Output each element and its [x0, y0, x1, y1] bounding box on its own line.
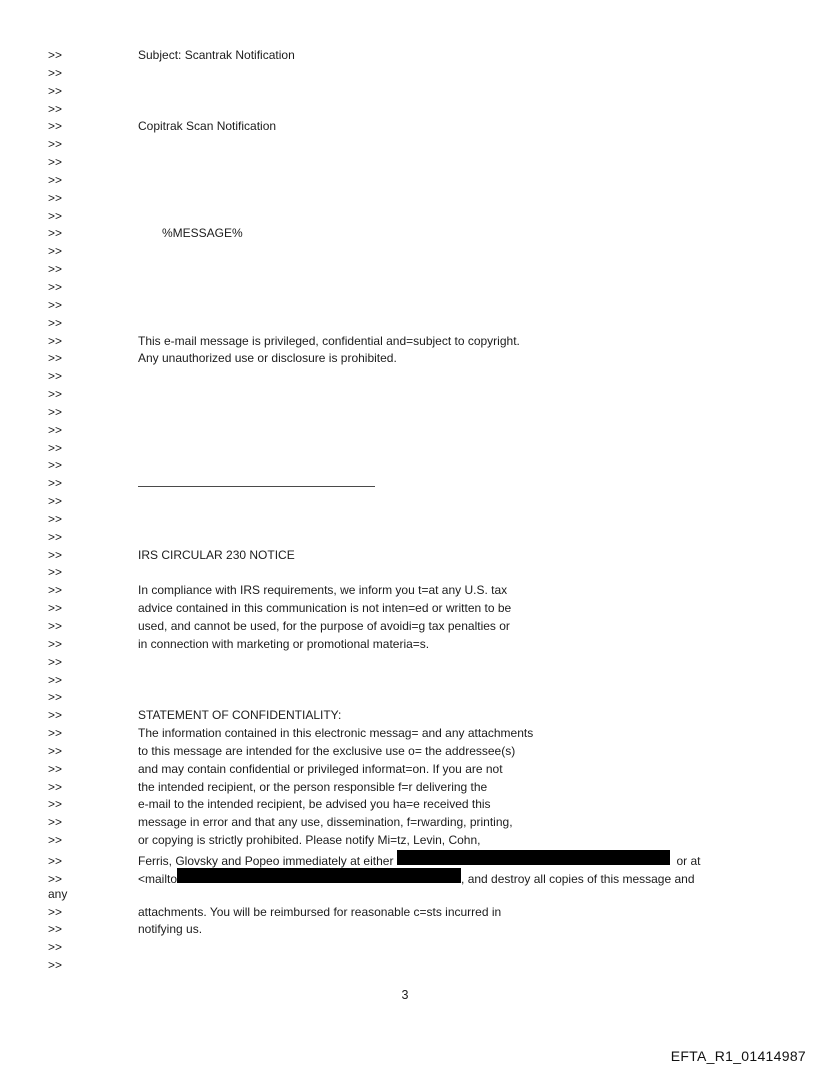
quote-marker: >> [48, 351, 63, 366]
quoted-line [0, 154, 816, 172]
quote-marker: >> [48, 619, 63, 633]
quoted-line [0, 689, 816, 707]
quote-marker: >> [48, 797, 63, 812]
quote-marker: >> [48, 743, 63, 758]
quote-marker: >> [48, 547, 63, 562]
quote-marker: >> [48, 779, 63, 794]
quoted-line [0, 136, 816, 154]
quoted-line [0, 261, 816, 279]
signature-divider-line [138, 486, 375, 487]
quoted-line [0, 564, 816, 582]
quoted-lines [0, 47, 816, 975]
quoted-line [0, 493, 816, 511]
quote-marker: >> [48, 583, 63, 598]
quote-marker: >> [48, 833, 63, 848]
quoted-line [0, 796, 816, 814]
quote-marker: >> [48, 83, 63, 98]
quote-marker: >> [48, 369, 63, 384]
quote-marker: >> [48, 494, 63, 509]
line-text: The information contained in this electronic messag= and any attachments [138, 726, 534, 741]
quote-marker: >> [48, 65, 63, 80]
quote-marker: >> [48, 853, 63, 868]
quote-marker: >> [48, 601, 63, 616]
line-text: IRS CIRCULAR 230 NOTICE [138, 547, 295, 562]
quoted-line [0, 65, 816, 83]
quote-marker: >> [48, 726, 63, 741]
line-text: or copying is strictly prohibited. Please notify Mi=tz, Levin, Cohn, [138, 833, 481, 848]
quote-marker: >> [48, 511, 63, 526]
line-text: Copitrak Scan Notification [138, 119, 277, 134]
quoted-line [0, 368, 816, 386]
line-text: message in error and that any use, dissemination, f=rwarding, printing, [138, 815, 513, 830]
quoted-line [0, 118, 816, 136]
line-text: , and destroy all copies of this message and [461, 871, 695, 886]
quoted-line [0, 547, 816, 565]
quote-marker: >> [48, 958, 63, 973]
quote-marker: >> [48, 708, 63, 723]
quote-marker: >> [48, 904, 63, 919]
quote-marker: >> [48, 279, 63, 294]
quoted-line [0, 850, 816, 868]
quote-marker: >> [48, 208, 63, 223]
quote-marker: >> [48, 297, 63, 312]
quoted-line [0, 529, 816, 547]
quoted-line [0, 921, 816, 939]
quote-marker: >> [48, 940, 63, 955]
line-text: Subject: Scantrak Notification [138, 48, 295, 62]
quoted-line [0, 83, 816, 101]
quoted-line [0, 475, 816, 493]
quoted-line [0, 297, 816, 315]
quoted-line [0, 957, 816, 975]
quote-marker: >> [48, 155, 63, 170]
quote-marker: >> [48, 422, 63, 437]
quote-marker: >> [48, 690, 63, 705]
quote-marker: >> [48, 387, 63, 402]
line-text: or at [669, 853, 701, 868]
quote-marker: >> [48, 476, 63, 491]
quoted-line [0, 868, 816, 886]
quote-marker: >> [48, 529, 63, 544]
quote-marker: >> [48, 404, 63, 419]
line-text: e-mail to the intended recipient, be advised you ha=e received this [138, 797, 491, 812]
quoted-line [0, 190, 816, 208]
quoted-line [0, 600, 816, 618]
quoted-line [0, 404, 816, 422]
quote-marker: >> [48, 815, 63, 830]
quote-marker: >> [48, 761, 63, 776]
quoted-line [0, 172, 816, 190]
quoted-line [0, 618, 816, 636]
quoted-line [0, 511, 816, 529]
line-text: Any unauthorized use or disclosure is prohibited. [138, 351, 397, 366]
bates-stamp: EFTA_R1_01414987 [670, 1048, 806, 1064]
quote-marker: >> [48, 137, 63, 152]
quote-marker: >> [48, 654, 63, 669]
quote-marker: >> [48, 871, 63, 886]
quote-marker: >> [48, 190, 63, 205]
redaction-bar [177, 868, 461, 883]
quoted-line [0, 208, 816, 226]
quoted-line [0, 904, 816, 922]
line-text: to this message are intended for the exclusive use o= the addressee(s) [138, 743, 516, 758]
quote-marker: >> [48, 636, 63, 651]
quoted-line [0, 636, 816, 654]
line-text: Ferris, Glovsky and Popeo immediately at either [138, 853, 397, 868]
page-number: 3 [401, 988, 409, 1002]
line-text: notifying us. [138, 922, 203, 937]
quoted-line [0, 832, 816, 850]
line-text: in connection with marketing or promotional materia=s. [138, 636, 430, 651]
quoted-line [0, 707, 816, 725]
quote-marker: >> [48, 333, 63, 348]
line-text: In compliance with IRS requirements, we inform you t=at any U.S. tax [138, 583, 508, 598]
quote-marker: >> [48, 119, 63, 134]
line-text: and may contain confidential or privileged informat=on. If you are not [138, 761, 503, 776]
quoted-line [0, 386, 816, 404]
redaction-bar [397, 850, 670, 865]
quoted-line [0, 225, 816, 243]
quoted-line [0, 939, 816, 957]
quoted-line [0, 761, 816, 779]
quoted-line [0, 422, 816, 440]
line-text: attachments. You will be reimbursed for reasonable c=sts incurred in [138, 904, 502, 919]
quoted-line [0, 243, 816, 261]
quoted-line [0, 779, 816, 797]
quoted-line [0, 350, 816, 368]
quoted-line [0, 315, 816, 333]
quoted-line [0, 279, 816, 297]
quote-marker: >> [48, 458, 63, 473]
quoted-line [0, 457, 816, 475]
quote-marker: >> [48, 226, 63, 241]
line-text: advice contained in this communication is not inten=ed or written to be [138, 601, 512, 616]
quoted-line [0, 440, 816, 458]
quoted-line [0, 47, 816, 65]
quoted-line [0, 725, 816, 743]
quote-marker: >> [48, 440, 63, 455]
quoted-line [0, 654, 816, 672]
quoted-line [0, 743, 816, 761]
line-text: This e-mail message is privileged, confidential and=subject to copyright. [138, 333, 520, 348]
quote-marker: >> [48, 172, 63, 187]
quoted-line [0, 333, 816, 351]
quote-marker: >> [48, 315, 63, 330]
line-text: STATEMENT OF CONFIDENTIALITY: [138, 708, 342, 723]
quoted-line [0, 582, 816, 600]
quote-marker: >> [48, 565, 63, 580]
quote-marker: >> [48, 48, 63, 62]
quote-marker: >> [48, 672, 63, 687]
line-text: the intended recipient, or the person responsible f=r delivering the [138, 779, 488, 794]
quoted-line [0, 814, 816, 832]
quote-marker: >> [48, 922, 63, 937]
line-text: %MESSAGE% [162, 226, 243, 241]
line-text: used, and cannot be used, for the purpose of avoidi=g tax penalties or [138, 619, 510, 633]
quote-marker: >> [48, 244, 63, 259]
quoted-line [0, 672, 816, 690]
quote-marker: >> [48, 262, 63, 277]
quote-marker: >> [48, 101, 63, 116]
quoted-line [0, 101, 816, 119]
quote-marker: any [48, 886, 68, 901]
line-text: <mailto [138, 871, 178, 886]
